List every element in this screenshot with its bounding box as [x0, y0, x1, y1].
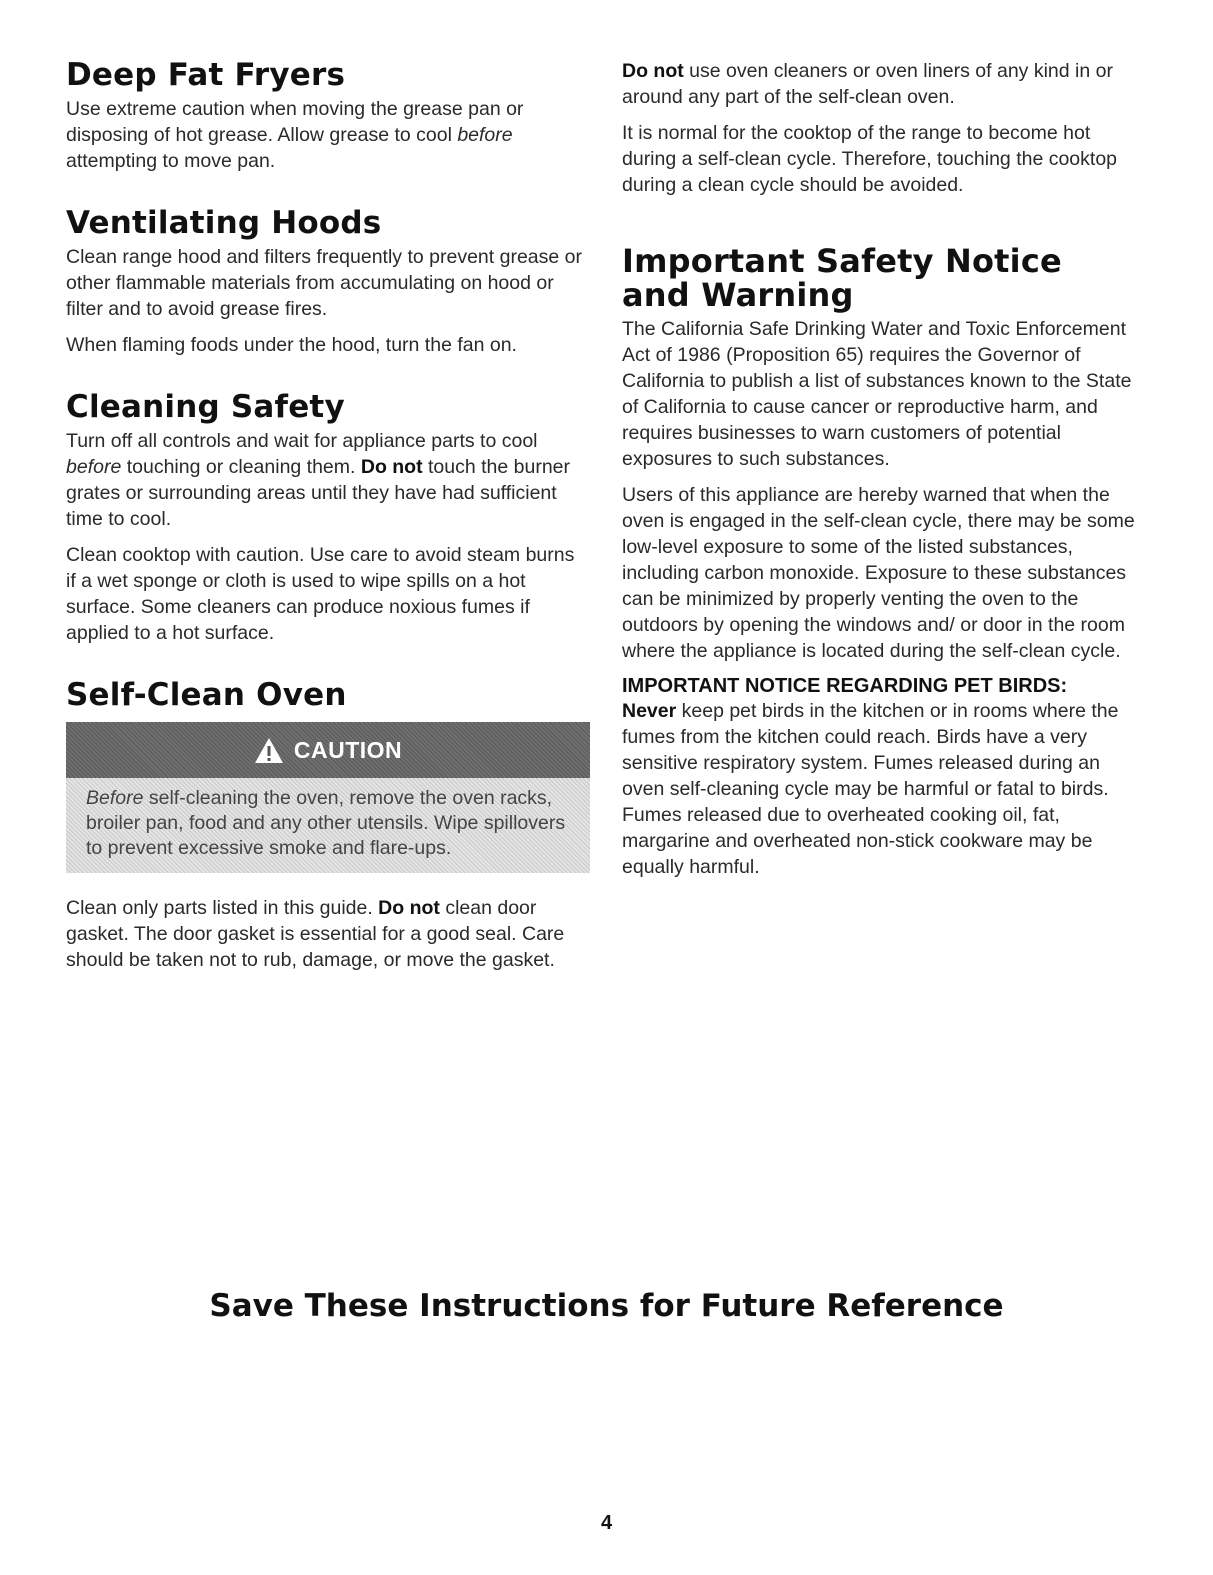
right-column: [622, 58, 1147, 890]
caution-box: [66, 722, 590, 873]
deep-fat-fryers-section: [66, 58, 586, 174]
oven-cleaners-text: Do not use oven cleaners or oven liners of any kind in or around any part of the self-clean oven.: [622, 60, 1113, 108]
ventilating-hoods-heading: Ventilating Hoods: [66, 205, 382, 241]
self-clean-oven-text: Clean only parts listed in this guide. Do not clean door gasket. The door gasket is essential for a good seal. Care should be taken not to rub, damage, or move the gasket.: [66, 897, 565, 971]
warning-triangle-icon: [254, 737, 284, 764]
self-clean-oven-heading: Self-Clean Oven: [66, 677, 347, 713]
cleaning-safety-section: [66, 390, 586, 646]
ventilating-hoods-text-2: When flaming foods under the hood, turn the fan on.: [66, 334, 517, 356]
pet-birds-text: Never keep pet birds in the kitchen or in rooms where the fumes from the kitchen could reach. Birds have a very sensitive respiratory system. Fumes released during an oven self-cleaning cycle may be harmful or fatal to birds. Fumes released due to overheated cooking oil, fat, margarine and overheated non-stick cookware may be equally harmful.: [622, 700, 1119, 878]
caution-title: CAUTION: [293, 736, 403, 763]
self-clean-oven-section: [66, 678, 586, 973]
ventilating-hoods-section: [66, 206, 586, 358]
pet-birds-heading: IMPORTANT NOTICE REGARDING PET BIRDS:: [622, 675, 1068, 697]
page-number: 4: [600, 1512, 613, 1534]
save-instructions-footer: Save These Instructions for Future Reference: [209, 1288, 1004, 1324]
deep-fat-fryers-heading: Deep Fat Fryers: [66, 57, 346, 93]
cleaning-safety-text-2: Clean cooktop with caution. Use care to avoid steam burns if a wet sponge or cloth is used to wipe spills on a hot surface. Some cleaners can produce noxious fumes if applied to a hot surface.: [66, 544, 575, 644]
caution-text: Before self-cleaning the oven, remove the oven racks, broiler pan, food and any other utensils. Wipe spillovers to prevent excessive smoke and flare-ups.: [86, 787, 566, 859]
safety-notice-section: [622, 244, 1147, 880]
cooktop-hot-text: It is normal for the cooktop of the range to become hot during a self-clean cycle. Therefore, touching the cooktop during a clean cycle should be avoided.: [622, 122, 1118, 196]
caution-banner: [66, 722, 590, 778]
safety-notice-heading: Important Safety Notice and Warning: [622, 242, 1062, 314]
proposition-65-text: The California Safe Drinking Water and Toxic Enforcement Act of 1986 (Proposition 65) requires the Governor of California to publish a list of substances known to the State of California to cause cancer or reproductive harm, and requires businesses to warn customers of potential exposures to such substances.: [622, 318, 1132, 470]
self-clean-warning-text: Users of this appliance are hereby warned that when the oven is engaged in the self-clean cycle, there may be some low-level exposure to some of the listed substances, including carbon monoxide. Exposure to these substances can be minimized by properly venting the oven to the outdoors by opening the windows and/ or door in the room where the appliance is located during the self-clean cycle.: [622, 484, 1135, 662]
cleaning-safety-heading: Cleaning Safety: [66, 389, 345, 425]
cleaning-safety-text-1: Turn off all controls and wait for appliance parts to cool before touching or cleaning them. Do not touch the burner grates or surrounding areas until they have had sufficient time to cool.: [66, 430, 571, 530]
ventilating-hoods-text-1: Clean range hood and filters frequently to prevent grease or other flammable materials from accumulating on hood or filter and to avoid grease fires.: [66, 246, 582, 320]
left-column: [66, 58, 586, 1005]
deep-fat-fryers-text: Use extreme caution when moving the grease pan or disposing of hot grease. Allow grease to cool before attempting to move pan.: [66, 98, 524, 172]
caution-body: [66, 778, 590, 873]
